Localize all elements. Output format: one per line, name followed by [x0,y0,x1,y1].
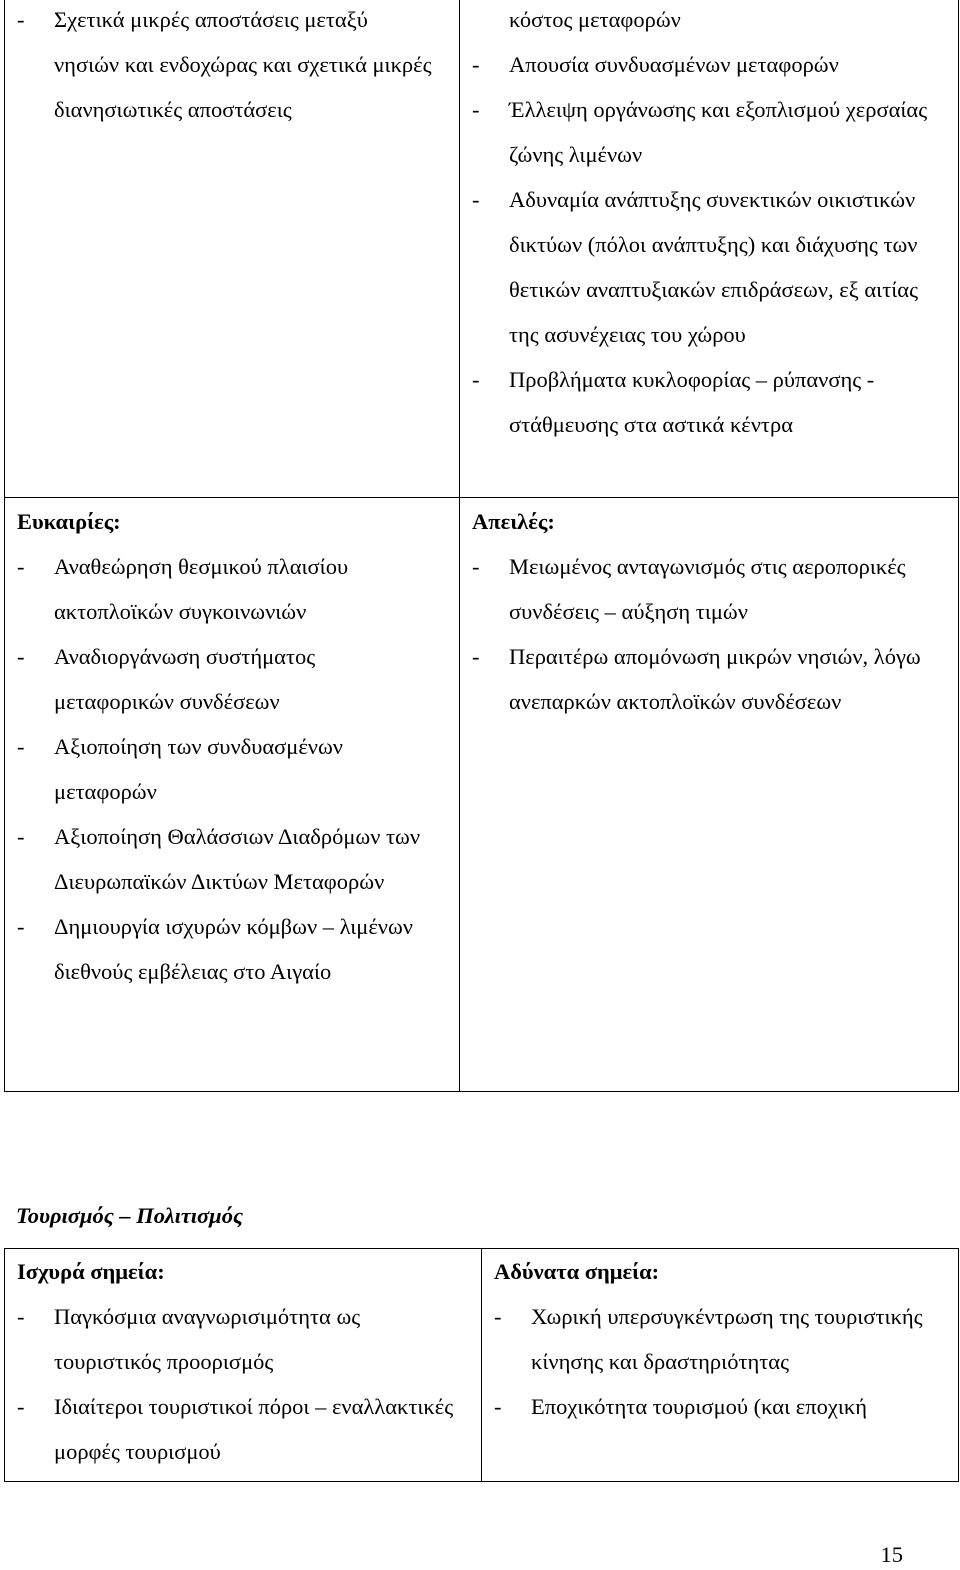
cell-top-left [17,0,437,132]
opportunities-heading: Ευκαιρίες: [17,509,121,534]
page-number: 15 [880,1542,903,1567]
list-item [17,0,437,132]
strengths-continued-list [17,0,437,132]
list-item-continuation: κόστος μεταφορών [509,7,681,32]
list-item: - Εποχικότητα τουρισμού (και εποχική [494,1384,944,1429]
list-item-text: Σχετικά μικρές αποστάσεις μεταξύ νησιών και ενδοχώρας και σχετικά μικρές διανησιωτικές αποστάσεις [54,7,432,122]
list-item: - Περαιτέρω απομόνωση μικρών νησιών, λόγω ανεπαρκών ακτοπλοϊκών συνδέσεων [472,634,942,724]
list-item: - Μειωμένος ανταγωνισμός στις αεροπορικές συνδέσεις – αύξηση τιμών [472,544,942,634]
table-row-divider [4,497,959,498]
threats-heading: Απειλές: [472,509,555,534]
list-item: - Δημιουργία ισχυρών κόμβων – λιμένων διεθνούς εμβέλειας στο Αιγαίο [17,904,437,994]
list-item: - Ιδιαίτεροι τουριστικοί πόροι – εναλλακτικές μορφές τουρισμού [17,1384,462,1474]
list-item: - Αξιοποίηση των συνδυασμένων μεταφορών [17,724,437,814]
opportunities-list [17,544,437,994]
list-item: - Αξιοποίηση Θαλάσσιων Διαδρόμων των Διευρωπαϊκών Δικτύων Μεταφορών [17,814,437,904]
list-item: - Αναδιοργάνωση συστήματος μεταφορικών συνδέσεων [17,634,437,724]
list-item: - Αδυναμία ανάπτυξης συνεκτικών οικιστικών δικτύων (πόλοι ανάπτυξης) και διάχυσης των θετικών αναπτυξιακών επιδράσεων, εξ αιτίας της ασυνέχειας του χώρου [472,177,942,357]
strengths-heading: Ισχυρά σημεία: [17,1259,165,1284]
cell-top-right [472,0,942,447]
cell-opportunities [17,499,437,994]
list-item: - Αναθεώρηση θεσμικού πλαισίου ακτοπλοϊκών συγκοινωνιών [17,544,437,634]
strengths-list [17,1294,462,1474]
weaknesses-heading: Αδύνατα σημεία: [494,1259,660,1284]
table-column-divider [459,0,460,1092]
weaknesses-list [494,1294,944,1429]
section-title: Τουρισμός – Πολιτισμός [16,1203,243,1228]
list-item: - Χωρική υπερσυγκέντρωση της τουριστικής κίνησης και δραστηριότητας [494,1294,944,1384]
list-item: - Προβλήματα κυκλοφορίας – ρύπανσης - στάθμευσης στα αστικά κέντρα [472,357,942,447]
list-item: - Παγκόσμια αναγνωρισιμότητα ως τουριστικός προορισμός [17,1294,462,1384]
cell-weaknesses [494,1249,944,1429]
threats-list [472,544,942,724]
table-column-divider [481,1248,482,1482]
weaknesses-continued-list [472,0,942,447]
list-item: - Απουσία συνδυασμένων μεταφορών [472,42,942,87]
list-item: - Έλλειψη οργάνωσης και εξοπλισμού χερσαίας ζώνης λιμένων [472,87,942,177]
cell-strengths [17,1249,462,1474]
cell-threats [472,499,942,724]
